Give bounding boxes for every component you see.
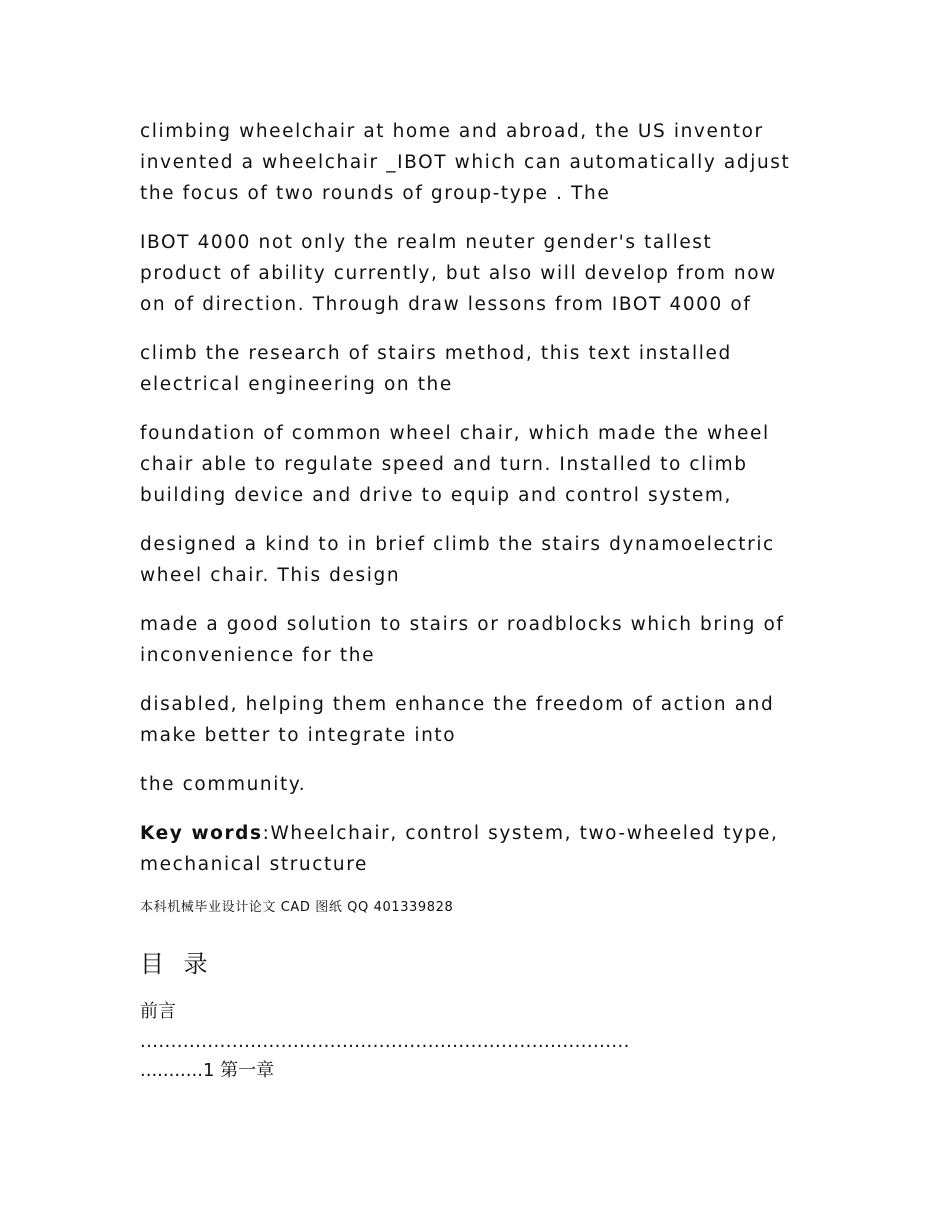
abstract-paragraph-8 [140,769,820,800]
text-line: make better to integrate into [140,725,457,746]
text-line: electrical engineering on the [140,374,453,395]
text-line: the community. [140,774,307,795]
text-line: designed a kind to in brief climb the stairs dynamoelectric [140,534,775,555]
toc-dot-leader: ................................................................................ [140,1031,630,1052]
text-line: chair able to regulate speed and turn. Installed to climb [140,454,748,475]
text-line: product of ability currently, but also will develop from now [140,263,777,284]
text-line: building device and drive to equip and control system, [140,485,732,506]
toc-entry-tail: ...........1 第一章 [140,1060,275,1081]
text-line: foundation of common wheel chair, which made the wheel [140,423,770,444]
text-line: IBOT 4000 not only the realm neuter gender's tallest [140,232,713,253]
footer-note: 本科机械毕业设计论文 CAD 图纸 QQ 401339828 [140,900,454,915]
text-line: wheel chair. This design [140,565,401,586]
abstract-paragraph-7 [140,689,820,751]
toc-title: 目 录 [140,950,214,978]
abstract-paragraph-1 [140,116,820,209]
abstract-paragraph-3 [140,338,820,400]
abstract-paragraph-4 [140,418,820,511]
toc-entry-preface[interactable] [140,996,820,1085]
text-line: climb the research of stairs method, this text installed [140,343,732,364]
abstract-paragraph-6 [140,609,820,671]
text-line: invented a wheelchair _IBOT which can automatically adjust [140,152,791,173]
keywords-paragraph [140,818,820,880]
text-line: climbing wheelchair at home and abroad, the US inventor [140,121,764,142]
text-line: inconvenience for the [140,645,376,666]
keywords-line [140,818,820,849]
text-line: the focus of two rounds of group-type . The [140,183,611,204]
text-line: on of direction. Through draw lessons from IBOT 4000 of [140,294,752,315]
abstract-paragraph-5 [140,529,820,591]
text-line: made a good solution to stairs or roadblocks which bring of [140,614,785,635]
keywords-label: Key words [140,823,263,844]
toc-entry-label: 前言 [140,1001,176,1022]
text-line: disabled, helping them enhance the freedom of action and [140,694,775,715]
page-content [140,116,820,1085]
keywords-line-2: mechanical structure [140,854,368,875]
abstract-paragraph-2 [140,227,820,320]
keywords-text: :Wheelchair, control system, two-wheeled type, [262,823,779,844]
